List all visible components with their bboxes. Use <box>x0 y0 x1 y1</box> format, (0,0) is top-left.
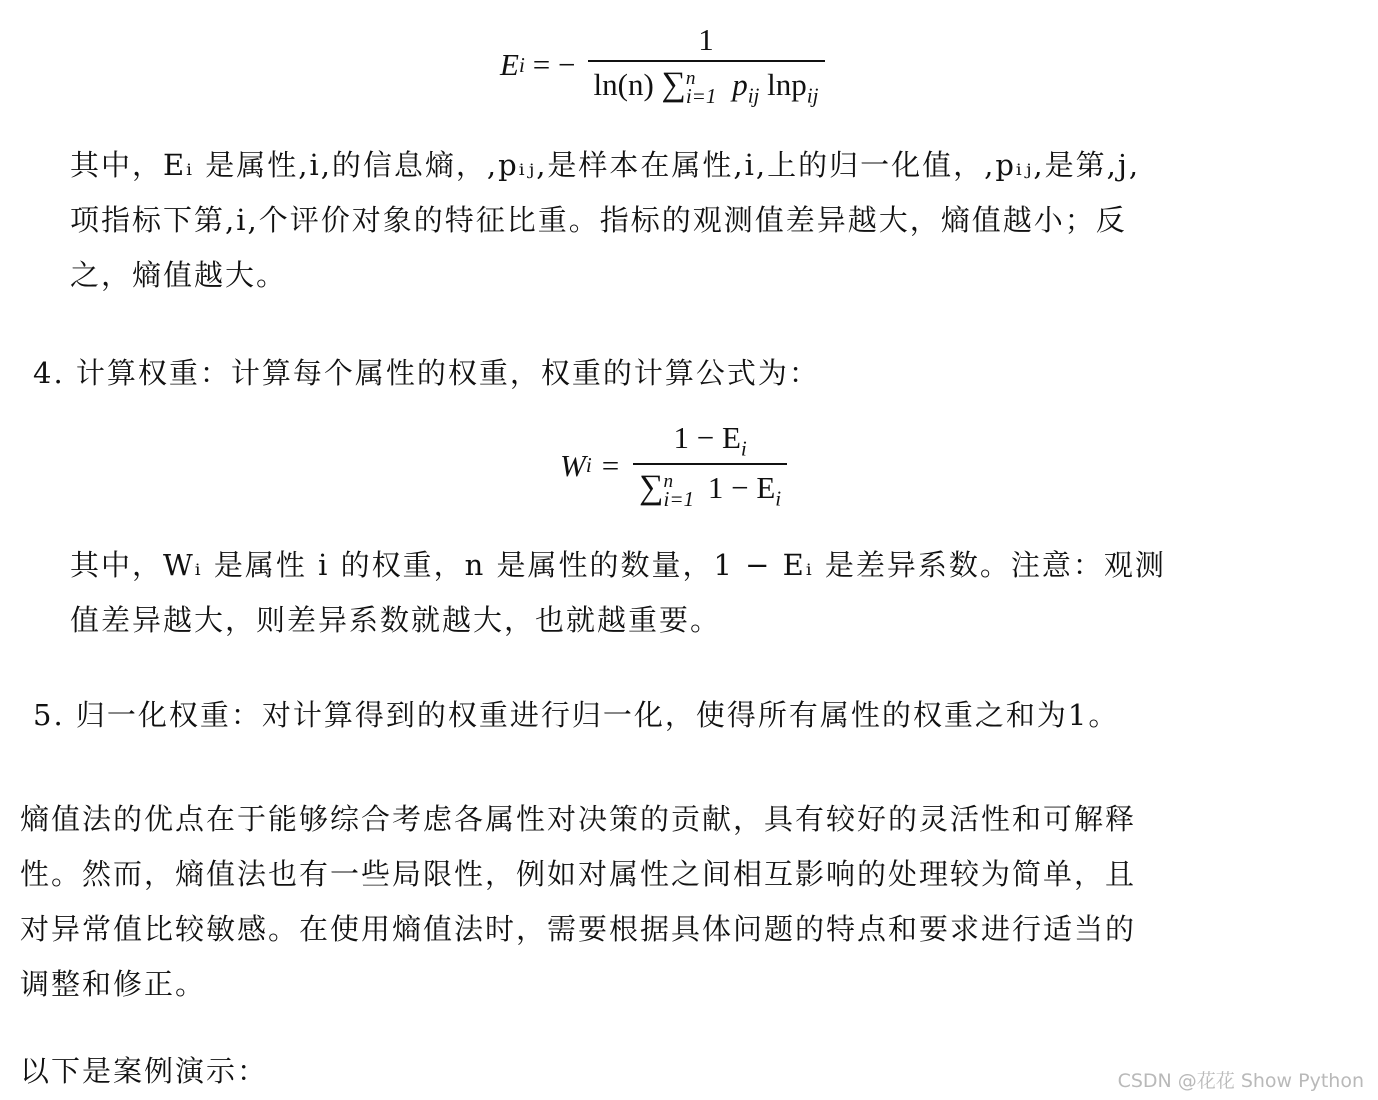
entropy-fraction <box>588 22 825 108</box>
sum-upper: n <box>663 471 674 493</box>
entropy-formula <box>500 22 829 108</box>
csdn-watermark: CSDN @花花 Show Python <box>1117 1070 1364 1092</box>
text-line: 性。然而，熵值法也有一些局限性，例如对属性之间相互影响的处理较为简单，且 <box>20 857 1137 891</box>
fraction-denominator <box>588 60 825 108</box>
sum-lower: i=1 <box>685 84 717 109</box>
sum-lower: i=1 <box>663 487 695 512</box>
step-5-heading <box>33 688 1333 743</box>
text-line: 值差异越大，则差异系数就越大，也就越重要。 <box>70 603 722 637</box>
formula-equals: = − <box>532 47 576 83</box>
text-line: 调整和修正。 <box>20 967 207 1001</box>
sum-symbol: ∑ <box>661 66 686 103</box>
text-line: 其中，Wᵢ 是属性 i 的权重，n 是属性的数量，1 − Eᵢ 是差异系数。注意：观测 <box>70 548 1166 582</box>
demo-intro <box>20 1044 620 1099</box>
formula-lhs: W <box>560 447 586 483</box>
formula-lhs-sub: i <box>585 453 592 478</box>
den-p-sub: ij <box>747 83 760 108</box>
step-4-label: 4. 计算权重：计算每个属性的权重，权重的计算公式为： <box>33 356 820 390</box>
step-5-label: 5. 归一化权重：对计算得到的权重进行归一化，使得所有属性的权重之和为1。 <box>33 698 1120 732</box>
formula-equals: = <box>601 447 620 483</box>
summary-paragraph <box>20 792 1340 1012</box>
formula-lhs-sub: i <box>518 52 525 77</box>
den-text: 1 − E <box>707 470 776 506</box>
den-lnp-sub: ij <box>806 83 819 108</box>
den-p: p <box>732 67 748 102</box>
formula-lhs: E <box>500 47 519 83</box>
text-line: 熵值法的优点在于能够综合考虑各属性对决策的贡献，具有较好的灵活性和可解释 <box>20 802 1137 836</box>
weight-formula <box>560 420 791 512</box>
text-line: 其中，Eᵢ 是属性,i,的信息熵，,pᵢⱼ,是样本在属性,i,上的归一化值，,pᵢⱼ,是第,j, <box>70 148 1141 182</box>
num-text: 1 − E <box>673 420 741 455</box>
sum-upper: n <box>685 67 696 89</box>
den-sub: i <box>775 486 782 511</box>
fraction-numerator: 1 <box>698 22 714 57</box>
fraction-denominator <box>633 463 787 511</box>
sum-symbol: ∑ <box>639 469 664 507</box>
step-4-heading <box>33 346 1333 401</box>
text-line: 对异常值比较敏感。在使用熵值法时，需要根据具体问题的特点和要求进行适当的 <box>20 912 1137 946</box>
weight-fraction <box>633 420 787 512</box>
den-ln: ln(n) <box>593 67 654 102</box>
text-line: 项指标下第,i,个评价对象的特征比重。指标的观测值差异越大，熵值越小；反 <box>70 203 1127 237</box>
den-lnp: lnp <box>767 67 807 102</box>
text-line: 之，熵值越大。 <box>70 258 288 292</box>
fraction-numerator <box>668 420 753 463</box>
num-sub: i <box>740 436 747 461</box>
text-line: 以下是案例演示： <box>20 1054 269 1088</box>
weight-explanation <box>70 538 1330 648</box>
entropy-explanation <box>70 138 1330 303</box>
